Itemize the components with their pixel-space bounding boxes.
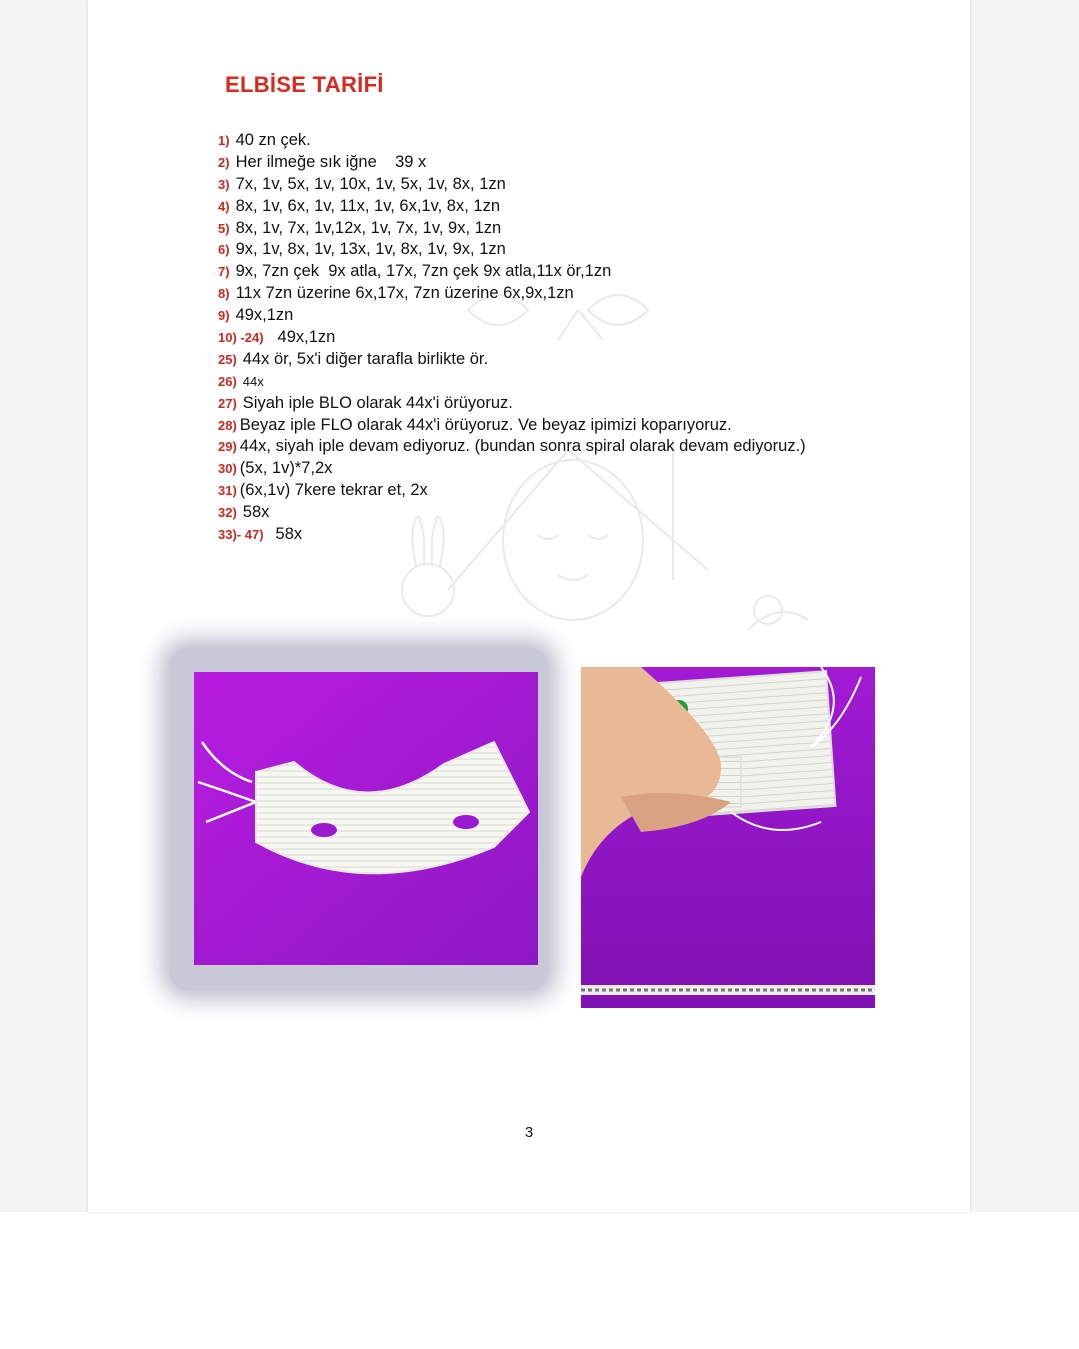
step-item [218, 458, 806, 480]
step-number: 9) [218, 308, 230, 324]
step-text: 49x,1zn [235, 306, 294, 325]
step-number: 28) [218, 417, 237, 433]
step-text: 7x, 1v, 5x, 1v, 10x, 1v, 5x, 1v, 8x, 1zn [235, 174, 506, 193]
step-number: 8) [218, 286, 230, 302]
step-item [218, 239, 806, 261]
step-number: 5) [218, 220, 230, 236]
step-item [218, 261, 806, 283]
step-number: 7) [218, 264, 230, 280]
step-text: (5x, 1v)*7,2x [239, 459, 333, 478]
step-number: 29) [218, 439, 237, 455]
step-number: 10) -24) [218, 330, 264, 346]
step-item [218, 349, 806, 371]
step-item [218, 327, 806, 349]
step-text: 58x [242, 503, 270, 522]
step-item [218, 393, 806, 415]
photo-crochet-piece-flat [194, 672, 538, 965]
step-number: 32) [218, 505, 237, 521]
step-number: 30) [218, 461, 237, 477]
step-text: Her ilmeğe sık iğne 39 x [235, 152, 427, 171]
step-item [218, 415, 806, 437]
photo-crochet-piece-hand [581, 667, 875, 1008]
step-number: 3) [218, 176, 230, 192]
document-page [88, 0, 970, 1212]
left-margin [0, 0, 88, 1212]
step-text: 40 zn çek. [235, 131, 311, 149]
step-number: 4) [218, 198, 230, 214]
page-number: 3 [524, 1124, 534, 1141]
right-margin [970, 0, 1079, 1212]
step-item [218, 436, 806, 458]
step-text: Beyaz iple FLO olarak 44x'i örüyoruz. Ve beyaz ipimizi koparıyoruz. [239, 415, 732, 434]
step-number: 2) [218, 154, 230, 170]
step-item [218, 196, 806, 218]
step-text: 44x [242, 373, 264, 389]
step-item [218, 130, 806, 152]
step-text: 44x, siyah iple devam ediyoruz. (bundan sonra spiral olarak devam ediyoruz.) [239, 437, 806, 456]
recipe-title: ELBİSE TARİFİ [225, 72, 384, 97]
step-number: 31) [218, 483, 237, 499]
step-text: 58x [275, 525, 303, 544]
step-item [218, 305, 806, 327]
step-text: 8x, 1v, 6x, 1v, 11x, 1v, 6x,1v, 8x, 1zn [235, 196, 500, 215]
step-item [218, 480, 806, 502]
step-number: 26) [218, 373, 237, 389]
step-number: 25) [218, 351, 237, 367]
step-item [218, 371, 806, 393]
step-text: (6x,1v) 7kere tekrar et, 2x [239, 481, 428, 500]
step-text: 9x, 7zn çek 9x atla, 17x, 7zn çek 9x atla,11x ör,1zn [235, 262, 612, 281]
step-number: 1) [218, 133, 230, 148]
step-text: 44x ör, 5x'i diğer tarafla birlikte ör. [242, 349, 489, 368]
step-item [218, 502, 806, 524]
step-number: 33)- 47) [218, 527, 264, 543]
step-text: 9x, 1v, 8x, 1v, 13x, 1v, 8x, 1v, 9x, 1zn [235, 240, 506, 259]
step-item [218, 283, 806, 305]
step-text: 11x 7zn üzerine 6x,17x, 7zn üzerine 6x,9x,1zn [235, 284, 574, 303]
step-text: Siyah iple BLO olarak 44x'i örüyoruz. [242, 393, 513, 412]
step-item [218, 174, 806, 196]
step-text: 8x, 1v, 7x, 1v,12x, 1v, 7x, 1v, 9x, 1zn [235, 218, 502, 237]
step-item [218, 152, 806, 174]
step-list [218, 130, 806, 546]
step-number: 6) [218, 242, 230, 258]
step-text: 49x,1zn [277, 328, 336, 347]
step-number: 27) [218, 395, 237, 411]
step-item [218, 524, 806, 546]
step-item [218, 218, 806, 240]
